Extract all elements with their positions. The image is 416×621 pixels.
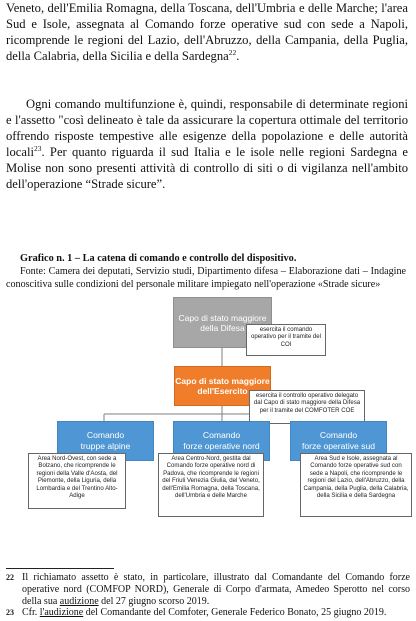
leaf-3-line-2: forze operative sud — [301, 441, 376, 451]
footnote-23-number: 23 — [6, 608, 14, 617]
paragraph-2-text-b: . Per quanto riguarda il sud Italia e le isole nelle regioni Sardegna e Molise non sono presenti attività di controllo di siti o di vigilanza nell'ambito dell'operazione “Strade sicure”. — [6, 144, 408, 191]
footnote-23-text — [22, 607, 410, 619]
footnote-22-link[interactable]: audizione — [59, 596, 99, 608]
footnote-22-number: 22 — [6, 573, 14, 582]
footnote-ref-22[interactable]: 22 — [228, 47, 237, 57]
footnote-22-text-b: del 27 giugno scorso 2019. — [98, 596, 210, 608]
paragraph-2 — [6, 97, 408, 192]
paragraph-1-text: Veneto, dell'Emilia Romagna, della Toscana, dell'Umbria e delle Marche; l'area Sud e Isole, assegnata al Comando forze operative sud con sede a Napoli, ricomprende le regioni del Lazio, dell'Abruzzo, della Campania, della Puglia, della Calabria, della Sicilia e della Sardegna — [6, 1, 408, 63]
paragraph-2-text-a: Ogni comando multifunzione è, quindi, responsabile di determinate regioni e l'assetto "così delineato è tale da assicurare la copertura ottimale del territorio offrendo risposte tempestive alle esigenze della popolazione e delle autorità locali — [6, 97, 408, 159]
footnote-23 — [6, 607, 410, 619]
leaf-1-line-2: truppe alpine — [80, 441, 131, 451]
chief-army-staff-label: Capo di stato maggiore dell'Esercito — [175, 376, 270, 396]
footnote-23-link[interactable]: l'audizione — [39, 607, 84, 618]
footnote-23-text-b: del Comandante del Comfoter, Generale Federico Bonato, 25 giugno 2019. — [83, 607, 387, 618]
chief-defence-staff-label: Capo di stato maggiore della Difesa — [178, 312, 267, 333]
footnote-22-text — [22, 572, 410, 608]
footnote-ref-23[interactable]: 23 — [33, 143, 42, 153]
leaf-1-line-1: Comando — [86, 430, 125, 440]
footnote-22-text-a: Il richiamato assetto è stato, in particolare, illustrato dal Comandante del Comando forze operative nord (COMFOP NORD), Generale di Corpo d'armata, Amedeo Sperotto nel corso della sua — [22, 572, 410, 608]
footnote-22 — [6, 572, 410, 608]
chief-army-staff-note: esercita il controllo operativo delegato dal Capo di stato maggiore della Difesa per il tramite del COMFOTER COE — [249, 390, 365, 424]
command-chain-diagram — [0, 290, 416, 530]
leaf-3-note: Area Sud e Isole, assegnata al Comando forze operative sud con sede a Napoli, che ricomprende le regioni del Lazio, dell'Abruzzo, della Campania, della Puglia, della Calabria, della Sicilia e della Sardegna — [300, 453, 412, 517]
chief-defence-staff-note: esercita il comando operativo per il tramite del COI — [246, 324, 326, 356]
figure-caption-source: Fonte: Camera dei deputati, Servizio studi, Dipartimento difesa – Elaborazione dati – Indagine conoscitiva sulle condizioni del personale militare impiegato nell'operazione «Strade sicure» — [6, 266, 406, 290]
footnote-separator — [6, 568, 114, 569]
leaf-2-line-2: forze operative nord — [183, 441, 260, 451]
figure-caption-title: Grafico n. 1 – La catena di comando e controllo del dispositivo. — [20, 253, 297, 264]
paragraph-1: Veneto, dell'Emilia Romagna, della Toscana, dell'Umbria e delle Marche; l'area Sud e Isole, assegnata al Comando forze operative sud con sede a Napoli, ricomprende le regioni del Lazio, dell'Abruzzo, della Campania, della Puglia, della Calabria, della Sicilia e della Sardegna$^{22}$. — [6, 1, 408, 63]
leaf-1-note: Area Nord-Ovest, con sede a Bolzano, che ricomprende le regioni della Valle d'Aosta, del Piemonte, della Liguria, della Lombardia e del Trentino Alto-Adige — [28, 453, 126, 509]
leaf-2-note: Area Centro-Nord, gestita dal Comando forze operative nord di Padova, che ricomprende le regioni del Friuli Venezia Giulia, del Veneto, dell'Emilia Romagna, della Toscana, dell'Umbria e delle Marche — [158, 453, 264, 517]
leaf-3-line-1: Comando — [319, 430, 358, 440]
leaf-2-line-1: Comando — [202, 430, 241, 440]
footnote-23-text-a: Cfr. — [22, 607, 40, 618]
